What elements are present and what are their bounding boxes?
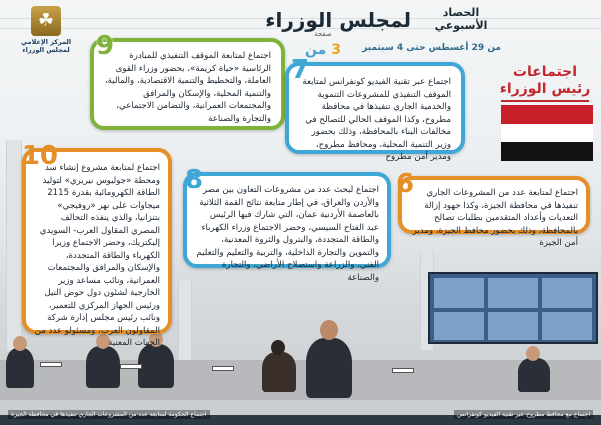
section-label: اجتماعات رئيس الوزراء: [499, 64, 591, 97]
video-tile: [542, 278, 592, 308]
card-number: 10: [21, 141, 58, 171]
card-text: اجتماع لمتابعة الموقف التنفيذي للمبادرة الرئاسية «حياة كريمة»، بحضور وزراء القوى العاملة، والتخطيط والتنمية الاقتصادية، والمالية، والتنمية المحلية، والإسكان والمرافق والمجتمعات العمرانية، والتضامن الاجتماعي، والتجارة والصناعة: [104, 51, 271, 124]
photo-caption-right: اجتماع مع محافظ مطروح عبر تقنية الفيديو كونفرانس: [454, 410, 593, 419]
card-number: 6: [395, 169, 415, 199]
video-tile: [434, 278, 484, 308]
wall-column: [6, 140, 22, 350]
attendee-head: [13, 336, 27, 351]
attendee-silhouette: [262, 352, 296, 392]
nameplate: [392, 368, 414, 373]
eagle-emblem-icon: ☘: [31, 6, 61, 36]
attendee-head: [526, 346, 540, 361]
attendee-silhouette: [86, 346, 120, 388]
nameplate: [40, 362, 62, 367]
video-tile: [542, 312, 592, 340]
attendee-silhouette: [6, 348, 34, 388]
page-title: لمجلس الوزراء: [265, 8, 411, 32]
video-tile: [434, 312, 484, 340]
header-subtitle: الحصاد الأسبوعي: [434, 6, 488, 32]
meeting-card-6: [395, 169, 590, 248]
attendee-silhouette: [138, 344, 174, 388]
card-text: اجتماع لبحث عدد من مشروعات التعاون بين مصر والأردن والعراق، في إطار متابعة نتائج القمة الثلاثية بالعاصمة الأردنية عمان، التي شارك فيها الرئيس عبد الفتاح السيسي، وحضر الاجتماع وزراء الكهرباء والطاقة المتجددة، والبترول والثروة المعدنية، والتموين والتجارة الداخلية، والتربية والتعليم والتعليم الفني، والزراعة واستصلاح الأراضي، والتجارة والصناعة: [196, 185, 379, 283]
meeting-card-8: [183, 165, 391, 283]
meeting-card-10: [21, 141, 172, 348]
photo-caption-left: اجتماع الحكومة لمتابعة عدد من المشروعات الجاري تنفيذها في محافظة الجيزة: [8, 410, 210, 419]
card-number: 9: [95, 31, 115, 61]
flag-white-band: [501, 124, 593, 143]
card-number: 8: [184, 165, 204, 195]
video-tile: [488, 312, 538, 340]
flag-red-band: [501, 105, 593, 124]
page-separator: من: [305, 42, 332, 58]
nameplate: [120, 364, 142, 369]
card-text: اجتماع لمتابعة عدد من المشروعات الجاري تنفيذها في محافظة الجيزة، وكذا جهود إزالة التعديات وأعداد المتقدمين بطلبات تصالح بالمحافظة، وذلك بحضور محافظ الجيزة، ومدير أمن الجيزة: [412, 188, 578, 248]
attendee-head: [271, 340, 285, 355]
section-underline: [501, 100, 589, 102]
flag-black-band: [501, 142, 593, 161]
video-conference-screen: [428, 272, 598, 344]
page-current: 3: [331, 42, 341, 58]
wall-column: [178, 280, 192, 370]
date-range: من 29 أغسطس حتى 4 سبتمبر: [362, 43, 501, 53]
card-text: اجتماع لمتابعة مشروع إنشاء سد ومحطة «جوليوس نيريري» لتوليد الطاقة الكهرومائية بقدرة 2115 ميجاوات على نهر «روفيجي» بتنزانيا، والذي ينفذه التحالف المصري المقاول العرب- السويدي إليكتريك، وحضر الاجتماع وزيرا الكهرباء والطاقة المتجددة، والإسكان والمرافق والمجتمعات العمرانية، ونائب مساعد وزير الخارجية لشئون دول حوض النيل ورئيس الجهاز المركزي للتعمير، ونائب رئيس مجلس إدارة شركة المقاولون العرب، ومسئولو عدد من الجهات المعنية: [34, 163, 160, 348]
card-text: اجتماع عبر تقنية الفيديو كونفرانس لمتابعة الموقف التنفيذي للمشروعات التنموية والخدمية الجاري تنفيذها في محافظة مطروح، وكذا الموقف الحالي للتصالح في مخالفات البناء بالمحافظة، وذلك بحضور وزير التنمية المحلية، ومحافظ مطروح، ومدير أمن مطروح: [302, 77, 451, 162]
nameplate: [212, 366, 234, 371]
logo-text: المركز الإعلامي لمجلس الوزراء: [20, 38, 72, 54]
meeting-card-9: [90, 31, 285, 130]
attendee-head: [320, 320, 338, 340]
cabinet-media-center-logo: [14, 6, 78, 66]
meeting-card-7: [285, 55, 465, 162]
attendee-silhouette: [518, 358, 550, 392]
egypt-flag-icon: [501, 105, 593, 161]
card-number: 7: [290, 55, 310, 85]
video-tile: [488, 278, 538, 308]
prime-minister-silhouette: [306, 338, 352, 398]
page-label: صفحة: [314, 30, 332, 38]
